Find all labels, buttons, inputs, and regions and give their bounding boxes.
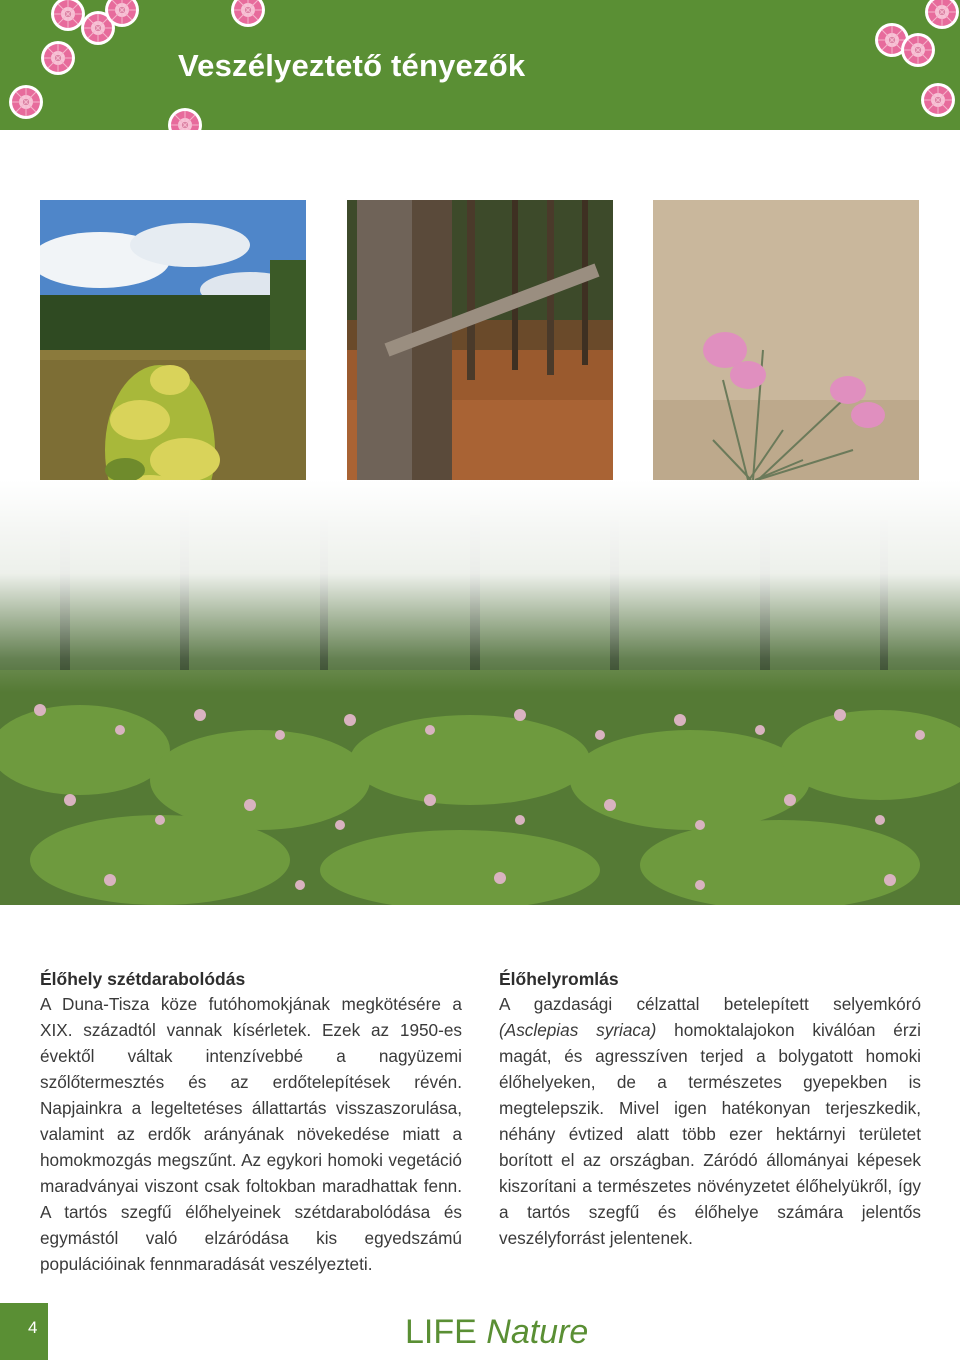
section-heading: Élőhely szétdarabolódás (40, 969, 246, 989)
page-title: Veszélyeztető tényezők (178, 48, 526, 83)
milkweed-meadow-photo (0, 480, 960, 905)
section-habitat-fragmentation (40, 967, 462, 1277)
brand-nature: Nature (486, 1313, 589, 1351)
footer-bar (0, 1303, 48, 1360)
section-heading: Élőhelyromlás (499, 969, 619, 989)
life-nature-logo (405, 1313, 588, 1352)
latin-name: (Asclepias syriaca) (499, 1020, 657, 1040)
header-band (0, 0, 960, 130)
brand-life: LIFE (405, 1313, 477, 1351)
section-paragraph (499, 991, 921, 1251)
page-number: 4 (28, 1318, 38, 1337)
section-paragraph: A Duna-Tisza köze futóhomokjának megkötésére a XIX. századtól vannak kísérletek. Ezek az 1950-es évektől váltak intenzívebbé a nagyüzemi szőlőtermesztés és az erdőtelepítések révén. Napjainkra a legeltetéses állattartás visszaszorulása, valamint az erdők arányának növekedése miatt a homokmozgás megszűnt. Az egykori homoki vegetáció maradványai viszont csak foltokban maradhattak fenn. A tartós szegfű élőhelyeinek szétdarabolódása és egymástól való elzáródása kis egyedszámú populációinak fennmaradását veszélyezteti. (40, 994, 462, 1274)
paragraph-text: homoktalajokon kiválóan érzi magát, és agresszíven terjed a bolygatott homoki élőhelyeken, de a természetes gyepekben is megtelepszik. Mivel igen hatékonyan terjeszkedik, néhány évtized alatt több ezer hektárnyi területet borított el az országban. Záródó állományai képesek kiszorítani a természetes növényzetet élőhelyükről, így a tartós szegfű és élőhelye számára jelentős veszélyforrást jelentenek. (499, 1020, 921, 1248)
section-habitat-degradation (499, 967, 921, 1251)
paragraph-text: A gazdasági célzattal betelepített selyemkóró (499, 994, 921, 1014)
